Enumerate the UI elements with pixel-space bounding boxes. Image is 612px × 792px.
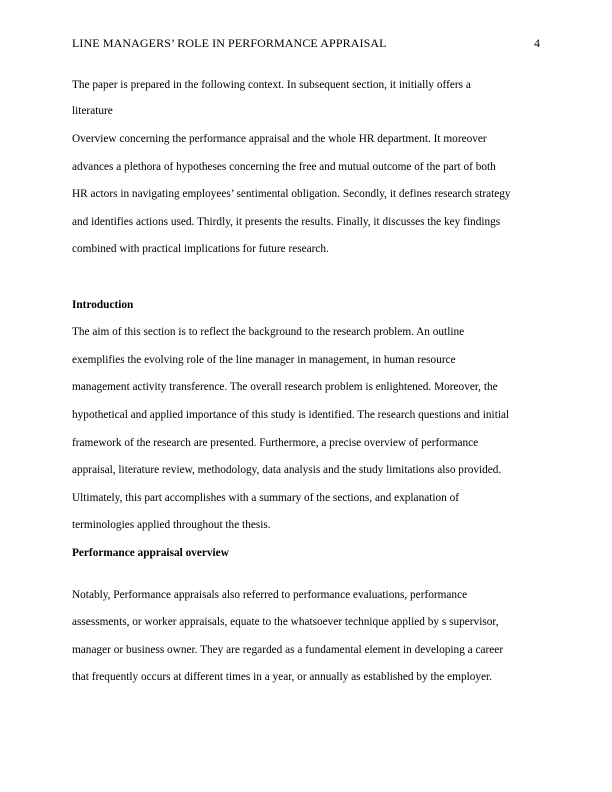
intro-line-3: Overview concerning the performance appraisal and the whole HR department. It moreover [72, 133, 487, 145]
running-head: LINE MANAGERS’ ROLE IN PERFORMANCE APPRAISAL [72, 36, 387, 50]
introduction-line-6: appraisal, literature review, methodology, data analysis and the study limitations also provided. [72, 464, 502, 476]
intro-line-7: combined with practical implications for future research. [72, 243, 329, 255]
page-number: 4 [534, 36, 540, 50]
intro-line-6: and identifies actions used. Thirdly, it presents the results. Finally, it discusses the key findings [72, 216, 501, 228]
introduction-line-2: exemplifies the evolving role of the line manager in management, in human resource [72, 354, 456, 366]
performance-overview-heading: Performance appraisal overview [72, 547, 229, 559]
introduction-line-7: Ultimately, this part accomplishes with a summary of the sections, and explanation of [72, 492, 460, 504]
performance-overview-line-3: manager or business owner. They are regarded as a fundamental element in developing a career [72, 644, 504, 656]
introduction-line-1: The aim of this section is to reflect the background to the research problem. An outline [72, 326, 465, 338]
intro-line-1: The paper is prepared in the following context. In subsequent section, it initially offers a [72, 79, 471, 91]
performance-overview-line-2: assessments, or worker appraisals, equate to the whatsoever technique applied by s supervisor, [72, 616, 499, 628]
introduction-line-4: hypothetical and applied importance of this study is identified. The research questions and initial [72, 409, 510, 421]
intro-line-2: literature [72, 105, 113, 117]
performance-overview-line-4: that frequently occurs at different times in a year, or annually as established by the employer. [72, 671, 493, 683]
intro-line-4: advances a plethora of hypotheses concerning the free and mutual outcome of the part of both [72, 161, 496, 173]
introduction-line-3: management activity transference. The overall research problem is enlightened. Moreover, the [72, 381, 498, 393]
performance-overview-line-1: Notably, Performance appraisals also referred to performance evaluations, performance [72, 589, 468, 601]
introduction-heading: Introduction [72, 299, 134, 311]
introduction-line-5: framework of the research are presented. Furthermore, a precise overview of performance [72, 437, 479, 449]
introduction-line-8: terminologies applied throughout the thesis. [72, 519, 271, 531]
intro-line-5: HR actors in navigating employees’ sentimental obligation. Secondly, it defines research strategy [72, 188, 511, 200]
